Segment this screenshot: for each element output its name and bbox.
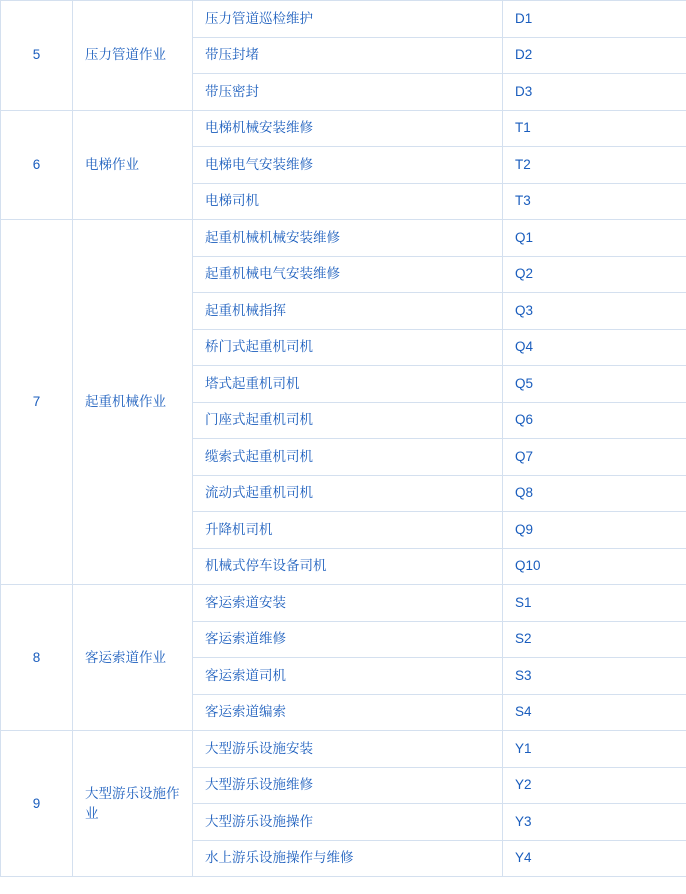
item-cell: 大型游乐设施维修 <box>193 767 503 804</box>
code-cell: Y4 <box>503 840 686 877</box>
code-cell: S2 <box>503 621 686 658</box>
category-cell <box>73 1 193 111</box>
category-cell <box>73 220 193 585</box>
item-cell: 客运索道编索 <box>193 694 503 731</box>
row-number: 6 <box>32 156 41 172</box>
table-row <box>1 1 686 38</box>
table-row <box>1 585 686 622</box>
code-cell: Q8 <box>503 475 686 512</box>
item-cell: 起重机械指挥 <box>193 293 503 330</box>
table-body <box>1 1 686 877</box>
code-cell: Q7 <box>503 439 686 476</box>
item-cell: 客运索道安装 <box>193 585 503 622</box>
code-cell: Y3 <box>503 804 686 841</box>
category-label: 起重机械作业 <box>85 394 166 410</box>
code-cell: S4 <box>503 694 686 731</box>
code-cell: Q5 <box>503 366 686 403</box>
item-cell: 带压封堵 <box>193 37 503 74</box>
item-cell: 门座式起重机司机 <box>193 402 503 439</box>
category-cell <box>73 585 193 731</box>
code-cell: Q4 <box>503 329 686 366</box>
item-cell: 流动式起重机司机 <box>193 475 503 512</box>
row-number-cell <box>1 220 73 585</box>
table-row <box>1 110 686 147</box>
row-number-cell <box>1 110 73 220</box>
category-cell <box>73 731 193 877</box>
row-number: 9 <box>32 795 41 811</box>
item-cell: 压力管道巡检维护 <box>193 1 503 38</box>
item-cell: 电梯机械安装维修 <box>193 110 503 147</box>
code-cell: T3 <box>503 183 686 220</box>
row-number-cell <box>1 731 73 877</box>
row-number-cell <box>1 585 73 731</box>
item-cell: 水上游乐设施操作与维修 <box>193 840 503 877</box>
table-row <box>1 220 686 257</box>
code-cell: Y2 <box>503 767 686 804</box>
code-cell: Q1 <box>503 220 686 257</box>
code-cell: S1 <box>503 585 686 622</box>
category-label: 客运索道作业 <box>85 649 166 665</box>
code-cell: S3 <box>503 658 686 695</box>
category-label: 电梯作业 <box>85 156 139 172</box>
item-cell: 电梯司机 <box>193 183 503 220</box>
code-cell: T2 <box>503 147 686 184</box>
item-cell: 机械式停车设备司机 <box>193 548 503 585</box>
item-cell: 客运索道司机 <box>193 658 503 695</box>
item-cell: 桥门式起重机司机 <box>193 329 503 366</box>
item-cell: 起重机械电气安装维修 <box>193 256 503 293</box>
code-cell: D1 <box>503 1 686 38</box>
item-cell: 带压密封 <box>193 74 503 111</box>
code-cell: Q3 <box>503 293 686 330</box>
row-number-cell <box>1 1 73 111</box>
code-cell: Y1 <box>503 731 686 768</box>
category-label: 压力管道作业 <box>85 47 166 63</box>
item-cell: 塔式起重机司机 <box>193 366 503 403</box>
code-cell: D2 <box>503 37 686 74</box>
item-cell: 起重机械机械安装维修 <box>193 220 503 257</box>
item-cell: 升降机司机 <box>193 512 503 549</box>
row-number: 8 <box>32 649 41 665</box>
row-number: 7 <box>32 394 41 410</box>
item-cell: 缆索式起重机司机 <box>193 439 503 476</box>
item-cell: 大型游乐设施操作 <box>193 804 503 841</box>
table-row <box>1 731 686 768</box>
code-cell: Q2 <box>503 256 686 293</box>
item-cell: 客运索道维修 <box>193 621 503 658</box>
code-cell: Q6 <box>503 402 686 439</box>
item-cell: 电梯电气安装维修 <box>193 147 503 184</box>
code-cell: T1 <box>503 110 686 147</box>
item-cell: 大型游乐设施安装 <box>193 731 503 768</box>
row-number: 5 <box>32 47 41 63</box>
category-label: 大型游乐设施作业 <box>85 785 180 821</box>
code-cell: Q9 <box>503 512 686 549</box>
category-cell <box>73 110 193 220</box>
code-cell: D3 <box>503 74 686 111</box>
code-cell: Q10 <box>503 548 686 585</box>
